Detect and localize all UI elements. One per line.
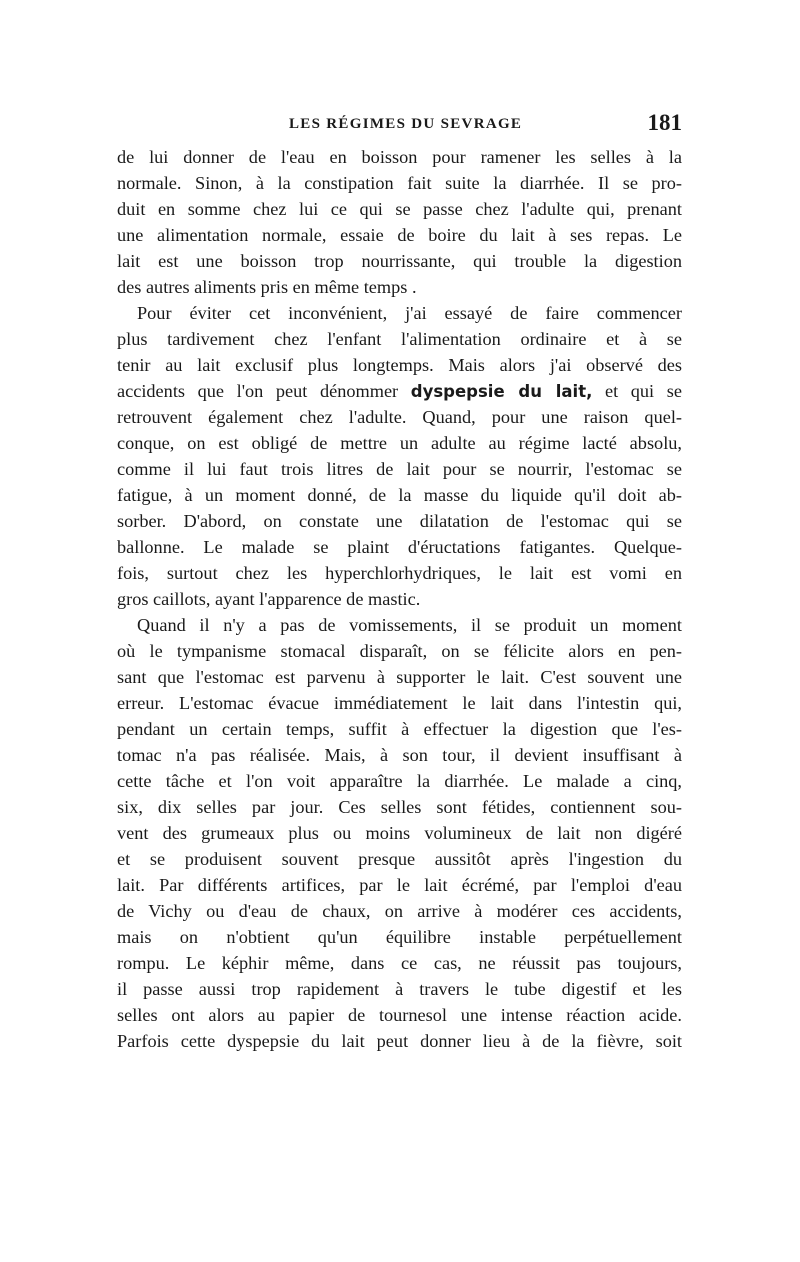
- text-line: vent des grumeaux plus ou moins volumineux de lait non digéré: [117, 823, 682, 843]
- text-line: gros caillots, ayant l'apparence de mastic.: [117, 589, 421, 609]
- text-line-with-term: [117, 378, 682, 404]
- text-line: fois, surtout chez les hyperchlorhydriques, le lait est vomi en: [117, 563, 682, 583]
- text-line: rompu. Le képhir même, dans ce cas, ne réussit pas toujours,: [117, 953, 682, 973]
- text-line: duit en somme chez lui ce qui se passe chez l'adulte qui, prenant: [117, 199, 682, 219]
- text-line: selles ont alors au papier de tournesol une intense réaction acide.: [117, 1005, 682, 1025]
- running-head: [117, 110, 682, 140]
- text-line: tenir au lait exclusif plus longtemps. Mais alors j'ai observé des: [117, 355, 682, 375]
- text-line: ballonne. Le malade se plaint d'éructations fatigantes. Quelque-: [117, 537, 682, 557]
- text-line: sant que l'estomac est parvenu à supporter le lait. C'est souvent une: [117, 667, 682, 687]
- text-line: des autres aliments pris en même temps .: [117, 277, 417, 297]
- text-line: Parfois cette dyspepsie du lait peut donner lieu à de la fièvre, soit: [117, 1031, 682, 1051]
- text-line: conque, on est obligé de mettre un adulte au régime lacté absolu,: [117, 433, 682, 453]
- text-fragment: accidents que l'on peut dénommer: [117, 381, 399, 401]
- text-line: où le tympanisme stomacal disparaît, on se félicite alors en pen-: [117, 641, 682, 661]
- text-line: erreur. L'estomac évacue immédiatement le lait dans l'intestin qui,: [117, 693, 682, 713]
- text-line: pendant un certain temps, suffit à effectuer la digestion que l'es-: [117, 719, 682, 739]
- bold-term: dyspepsie du lait,: [410, 382, 593, 401]
- text-line: normale. Sinon, à la constipation fait suite la diarrhée. Il se pro-: [117, 173, 682, 193]
- text-line: Quand il n'y a pas de vomissements, il se produit un moment: [137, 615, 682, 635]
- page-number: 181: [647, 110, 682, 135]
- text-fragment: et qui se: [604, 381, 682, 401]
- text-line: mais on n'obtient qu'un équilibre instable perpétuellement: [117, 927, 682, 947]
- text-line: lait est une boisson trop nourrissante, qui trouble la digestion: [117, 251, 682, 271]
- body-text: [117, 144, 682, 1054]
- book-page: [117, 110, 682, 1054]
- text-line: tomac n'a pas réalisée. Mais, à son tour, il devient insuffisant à: [117, 745, 682, 765]
- text-line: de lui donner de l'eau en boisson pour ramener les selles à la: [117, 147, 682, 167]
- text-line: cette tâche et l'on voit apparaître la diarrhée. Le malade a cinq,: [117, 771, 682, 791]
- text-line: lait. Par différents artifices, par le lait écrémé, par l'emploi d'eau: [117, 875, 682, 895]
- text-line: sorber. D'abord, on constate une dilatation de l'estomac qui se: [117, 511, 682, 531]
- text-line: il passe aussi trop rapidement à travers le tube digestif et les: [117, 979, 682, 999]
- text-line: retrouvent également chez l'adulte. Quand, pour une raison quel-: [117, 407, 682, 427]
- text-line: et se produisent souvent presque aussitôt après l'ingestion du: [117, 849, 682, 869]
- text-line: plus tardivement chez l'enfant l'alimentation ordinaire et à se: [117, 329, 682, 349]
- text-line: Pour éviter cet inconvénient, j'ai essayé de faire commencer: [137, 303, 682, 323]
- running-title: LES RÉGIMES DU SEVRAGE: [289, 116, 523, 132]
- text-line: six, dix selles par jour. Ces selles sont fétides, contiennent sou-: [117, 797, 682, 817]
- text-line: fatigue, à un moment donné, de la masse du liquide qu'il doit ab-: [117, 485, 682, 505]
- text-line: une alimentation normale, essaie de boire du lait à ses repas. Le: [117, 225, 682, 245]
- text-line: de Vichy ou d'eau de chaux, on arrive à modérer ces accidents,: [117, 901, 682, 921]
- text-line: comme il lui faut trois litres de lait pour se nourrir, l'estomac se: [117, 459, 682, 479]
